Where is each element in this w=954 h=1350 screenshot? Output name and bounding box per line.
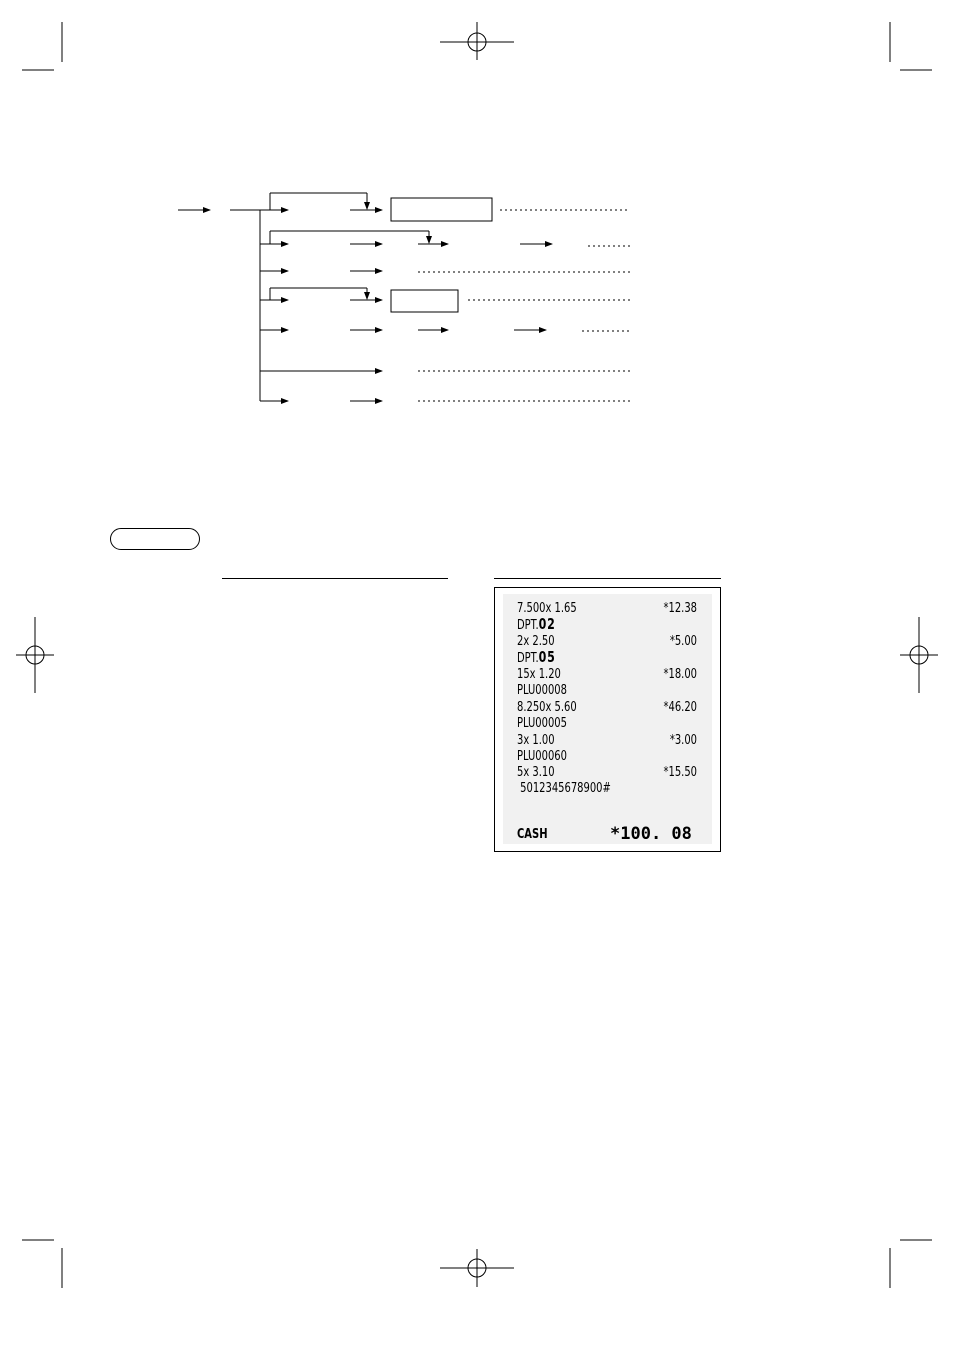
dept-prefix: DPT.: [517, 617, 539, 633]
receipt: [494, 587, 721, 852]
receipt-plu: PLU00008: [517, 682, 567, 698]
registration-marks: [16, 22, 938, 1287]
receipt-total-label: CASH: [517, 826, 548, 842]
receipt-plu: PLU00060: [517, 748, 567, 764]
receipt-line-qty: 7.500x 1.65: [517, 600, 577, 616]
receipt-barcode: 5012345678900#: [517, 780, 611, 796]
example-badge: [110, 528, 200, 550]
receipt-plu: PLU00005: [517, 715, 567, 731]
dept-prefix: DPT.: [517, 650, 539, 666]
receipt-dept: [517, 616, 556, 633]
receipt-dept: [517, 649, 556, 666]
key-operation-rule: [222, 578, 448, 579]
crop-marks: [22, 22, 932, 1288]
receipt-total-value: *100. 08: [610, 824, 692, 844]
receipt-line-qty: 15x 1.20: [517, 666, 561, 682]
dept-code: 02: [538, 615, 556, 633]
dept-code: 05: [538, 648, 556, 666]
receipt-line-amount: *46.20: [663, 699, 697, 715]
receipt-line-qty: 2x 2.50: [517, 633, 555, 649]
receipt-line-amount: *18.00: [663, 666, 697, 682]
receipt-line-qty: 8.250x 5.60: [517, 699, 577, 715]
receipt-paper: [503, 594, 712, 844]
receipt-line-amount: *15.50: [663, 764, 697, 780]
receipt-line-amount: *12.38: [663, 600, 697, 616]
receipt-line-qty: 5x 3.10: [517, 764, 555, 780]
receipt-line-amount: *3.00: [669, 732, 697, 748]
receipt-line-amount: *5.00: [669, 633, 697, 649]
receipt-line-qty: 3x 1.00: [517, 732, 555, 748]
flow-diagram: [178, 193, 632, 401]
print-rule: [494, 578, 721, 579]
